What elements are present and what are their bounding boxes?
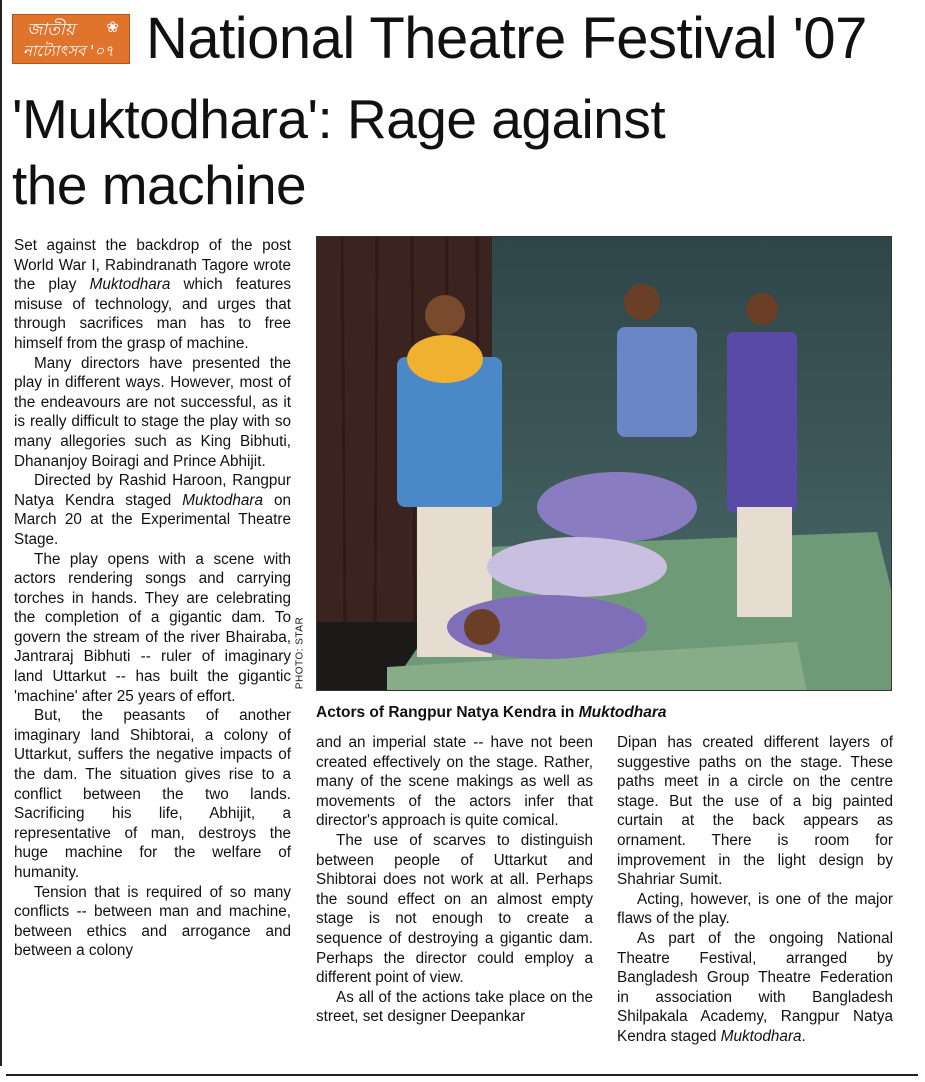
caption-play-title: Muktodhara — [578, 704, 667, 721]
play-title: Muktodhara — [720, 1027, 802, 1045]
paragraph — [617, 929, 893, 1047]
play-title: Muktodhara — [182, 491, 263, 509]
caption-text: Actors of Rangpur Natya Kendra in — [316, 704, 579, 721]
stage-photo-illustration — [317, 237, 892, 691]
article-column-1 — [14, 236, 291, 961]
logo-line-2: নাট্যোৎসব '০৭ — [23, 42, 114, 60]
flower-icon: ❀ — [106, 18, 119, 36]
text: Directed by Rashid Haroon, Rangpur Natya Kendra staged — [14, 472, 291, 509]
festival-logo — [12, 14, 130, 64]
paragraph: Tension that is required of so many conflicts -- between man and machine, between ethics and arrogance and between a colony — [14, 883, 291, 960]
text: . — [801, 1027, 806, 1045]
text: As part of the ongoing National Theatre Festival, arranged by Bangladesh Group Theatre Federation in association with Bangladesh Shilpakala Academy, Rangpur Natya Kendra staged — [617, 929, 893, 1045]
photo-caption — [316, 704, 667, 722]
article-column-3 — [617, 733, 893, 1047]
article-column-2 — [316, 733, 593, 1027]
text: on March 20 at the Experimental Theatre Stage. — [14, 491, 291, 548]
play-title: Muktodhara — [89, 276, 171, 294]
photo-credit — [292, 612, 308, 694]
festival-title: National Theatre Festival '07 — [146, 6, 867, 71]
paragraph: Acting, however, is one of the major flaws of the play. — [617, 890, 893, 928]
paragraph: Many directors have presented the play in different ways. However, most of the endeavours are not successful, as it is really difficult to stage the play with so many allegories such as King Bibhuti, Dhananjoy Boiragi and Prince Abhijit. — [14, 354, 291, 470]
paragraph: But, the peasants of another imaginary land Shibtorai, a colony of Uttarkut, suffers the negative impacts of the dam. The situation gives rise to a conflict between the two lands. Sacrificing his life, Abhijit, a representative of man, destroys the huge machine for the welfare of humanity. — [14, 707, 291, 881]
stage-photo — [316, 236, 892, 691]
photo-credit-text: PHOTO: STAR — [294, 616, 306, 690]
paragraph: As all of the actions take place on the street, set designer Deepankar — [316, 988, 593, 1026]
text: Set against the backdrop of the post World War I, Rabindranath Tagore wrote the play — [14, 237, 291, 294]
text: which features misuse of technology, and urges that through sacrifices man has to free himself from the grasp of machine. — [14, 276, 291, 352]
paragraph: and an imperial state -- have not been created effectively on the stage. Rather, many of the scene makings as well as movements of the actors infer that director's approach is quite comical. — [316, 734, 593, 830]
paragraph: Dipan has created different layers of suggestive paths on the stage. These paths meet in a circle on the centre stage. But the use of a big painted curtain at the back appears as ornament. There is room for improvement in the light design by Shahriar Sumit. — [617, 734, 893, 889]
bottom-rule — [6, 1074, 918, 1076]
headline: 'Muktodhara': Rage against the machine — [12, 88, 666, 216]
logo-line-1: জাতীয় — [27, 20, 75, 40]
paragraph — [14, 471, 291, 549]
paragraph: The use of scarves to distinguish between people of Uttarkut and Shibtorai does not work at all. Perhaps the sound effect on an almost empty stage is not enough to create a sequence of destroying a gigantic dam. Perhaps the director could employ a different point of view. — [316, 831, 593, 987]
paragraph — [14, 236, 291, 354]
paragraph: The play opens with a scene with actors rendering songs and carrying torches in hands. They are celebrating the completion of a gigantic dam. To govern the stream of the river Bhairaba, Jantraraj Bibhuti -- ruler of imaginary land Uttarkut -- has built the gigantic 'machine' after 25 years of effort. — [14, 550, 291, 705]
left-column-rule — [0, 0, 2, 1066]
